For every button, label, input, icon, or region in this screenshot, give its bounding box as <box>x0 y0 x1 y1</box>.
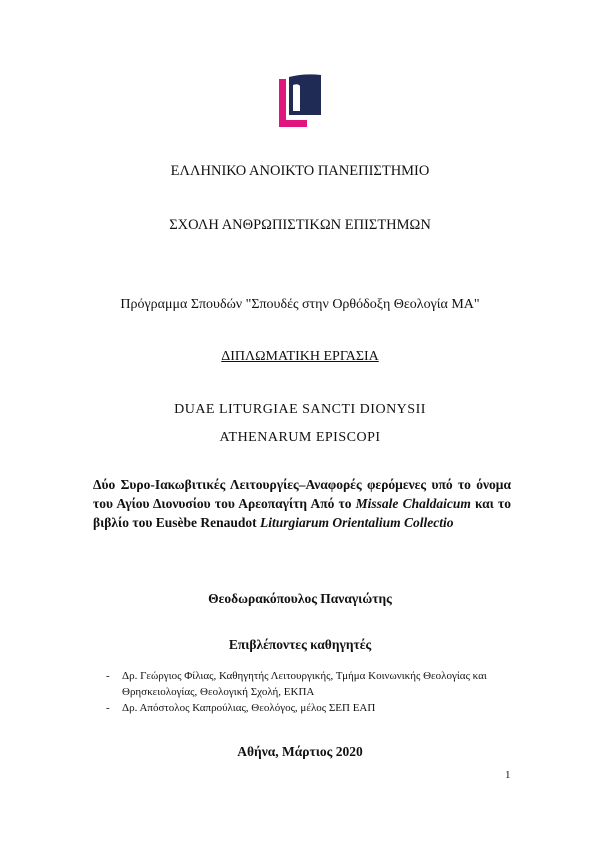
date-place: Αθήνα, Μάρτιος 2020 <box>237 744 363 759</box>
eap-logo-icon <box>277 73 327 127</box>
page-number: 1 <box>505 769 511 781</box>
university-name: ΕΛΛΗΝΙΚΟ ΑΝΟΙΚΤΟ ΠΑΝΕΠΙΣΤΗΜΙΟ <box>170 163 430 179</box>
title-line-2: ATHENARUM EPISCOPI <box>219 430 381 445</box>
supervisors-heading: Επιβλέποντες καθηγητές <box>228 637 372 652</box>
program-name: Πρόγραμμα Σπουδών "Σπουδές στην Ορθόδοξη Θεολογία ΜΑ" <box>120 297 480 312</box>
subtitle: Δύο Συρο-Ιακωβιτικές Λειτουργίες–Αναφορές φερόμενες υπό το όνομα του Αγίου Διονυσίου του Αρεοπαγίτη Από το Missale Chaldaicum και το βιβλίο του Eusèbe Renaudot Liturgiarum Orientalium Collectio <box>93 477 511 530</box>
thesis-label: ΔΙΠΛΩΜΑΤΙΚΗ ΕΡΓΑΣΙΑ <box>221 349 379 364</box>
school-name: ΣΧΟΛΗ ΑΝΘΡΩΠΙΣΤΙΚΩΝ ΕΠΙΣΤΗΜΩΝ <box>169 217 431 233</box>
supervisor-item: - Δρ. Απόστολος Καπρούλιας, Θεολόγος, μέλος ΣΕΠ ΕΑΠ <box>106 702 376 714</box>
title-line-1: DUAE LITURGIAE SANCTI DIONYSII <box>174 402 426 417</box>
supervisor-item: - Δρ. Γεώργιος Φίλιας, Καθηγητής Λειτουργικής, Τμήμα Κοινωνικής Θεολογίας και Θρησκειολογίας, Θεολογική Σχολή, ΕΚΠΑ <box>106 670 487 698</box>
author-name: Θεοδωρακόπουλος Παναγιώτης <box>208 591 392 606</box>
supervisors-list <box>106 668 516 716</box>
